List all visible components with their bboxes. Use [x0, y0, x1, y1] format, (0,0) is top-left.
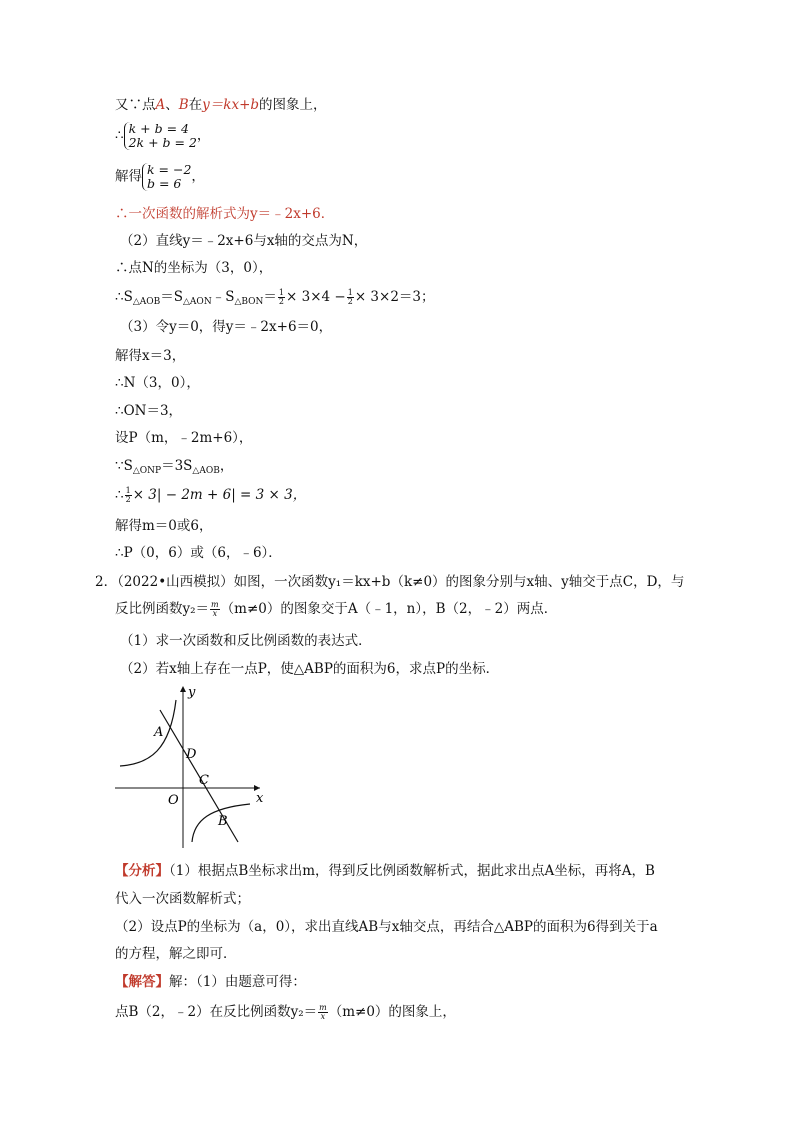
solution-line-8: （3）令y＝0，得y＝﹣2x+6＝0， [120, 319, 333, 335]
y-axis-arrow-icon [180, 686, 186, 692]
text: × 3×2＝3； [354, 289, 435, 305]
problem-2-line-1 [95, 573, 684, 591]
text: 点B（2，﹣2）在反比例函数y₂＝ [115, 1004, 318, 1020]
question-1: （1）求一次函数和反比例函数的表达式． [120, 633, 372, 649]
label-c: C [199, 773, 209, 788]
point-a: A [155, 97, 166, 113]
equation-row: 2k + b = 2 [128, 135, 197, 150]
text: ∴ [115, 487, 124, 503]
text: 又∵点 [115, 97, 156, 113]
linear-formula: y＝kx+b [202, 97, 260, 113]
fraction-m-over-x [210, 601, 220, 618]
fraction-half [278, 289, 285, 306]
frac-den: x [212, 609, 218, 618]
frac-num: 1 [278, 288, 285, 297]
label-x: x [256, 791, 264, 806]
hyperbola-branch-upper [120, 700, 176, 766]
subscript: △AOB [132, 297, 161, 307]
subscript: △ONP [132, 466, 162, 476]
solution-line-12: 设P（m，﹣2m+6）， [115, 430, 253, 446]
area-relation-line [115, 457, 233, 480]
text: × 3×4 − [286, 289, 346, 305]
solution-line-10: ∴N（3，0）， [115, 375, 200, 391]
text: ＝S [160, 289, 184, 305]
problem-number: 2． [95, 574, 118, 590]
text: ∴S [115, 289, 133, 305]
function-graph-figure [110, 680, 280, 850]
text: 反比例函数y₂＝ [115, 601, 210, 617]
text: 解：（1）由题意可得： [169, 974, 306, 990]
equation-row: k = −2 [147, 162, 192, 177]
equation-row: b = 6 [147, 176, 182, 191]
frac-den: 2 [278, 297, 285, 306]
text: 在 [188, 97, 203, 113]
subscript: △AON [183, 297, 212, 307]
analysis-line-4: 的方程，解之即可． [115, 946, 237, 962]
text: ＝ [263, 289, 277, 305]
frac-num: 1 [125, 486, 131, 495]
text: ， [191, 168, 205, 185]
therefore-symbol: ∴ [115, 127, 124, 144]
solution-line-4: ∴一次函数的解析式为y＝﹣2x+6． [115, 206, 335, 222]
label-y: y [188, 685, 196, 700]
answer-line-1 [115, 973, 306, 991]
label-d: D [186, 747, 197, 762]
system-brace [142, 163, 191, 191]
analysis-line-1 [115, 862, 655, 880]
equation-system-2 [115, 163, 205, 191]
subscript: △BON [234, 297, 264, 307]
text: （m≠0）的图象上， [328, 1004, 456, 1020]
label-a: A [154, 725, 164, 740]
subscript: △AOB [192, 466, 220, 476]
answer-line-2 [115, 1003, 456, 1021]
solution-line-1 [115, 96, 327, 114]
equation-row: k + b = 4 [128, 121, 189, 136]
area-formula-line [115, 288, 435, 311]
solution-line-6: ∴点N的坐标为（3，0）， [115, 260, 273, 276]
frac-den: 2 [125, 495, 131, 504]
system-brace [124, 122, 197, 150]
text: ﹣S [211, 289, 235, 305]
solution-line-9: 解得x＝3， [115, 348, 186, 364]
point-b: B [178, 97, 189, 113]
fraction-half [125, 487, 132, 504]
problem-2-line-2 [115, 600, 557, 618]
text: ＝3S [161, 458, 193, 474]
problem-text: （2022•山西模拟）如图，一次函数y₁＝kx+b（k≠0）的图象分别与x轴、y轴交于点C，D，与 [117, 574, 685, 590]
text: ， [219, 458, 234, 474]
fraction-m-over-x [318, 1004, 328, 1021]
text: 的图象上， [259, 97, 327, 113]
solution-line-5: （2）直线y＝﹣2x+6与x轴的交点为N， [120, 233, 368, 249]
text: ∵S [115, 458, 133, 474]
text: 、 [165, 97, 179, 113]
solution-line-11: ∴ON＝3， [115, 403, 183, 419]
frac-den: x [320, 1012, 326, 1021]
solution-line-16: ∴P（0，6）或（6，﹣6）． [115, 545, 282, 561]
analysis-line-3: （2）设点P的坐标为（a，0），求出直线AB与x轴交点，再结合△ABP的面积为6得到关于a [115, 919, 658, 935]
abs-equation-line [115, 486, 306, 504]
text: （1）根据点B坐标求出m，得到反比例函数解析式，据此求出点A坐标，再将A，B [169, 863, 655, 879]
equation-system-1 [115, 122, 210, 150]
question-2: （2）若x轴上存在一点P，使△ABP的面积为6，求点P的坐标． [120, 661, 500, 677]
text: ， [196, 127, 211, 144]
frac-num: 1 [347, 288, 353, 297]
text: （m≠0）的图象交于A（﹣1，n），B（2，﹣2）两点． [220, 601, 558, 617]
analysis-line-2: 代入一次函数解析式； [115, 891, 250, 907]
frac-den: 2 [347, 297, 353, 306]
text: 解得 [115, 168, 142, 185]
frac-num: m [319, 1003, 327, 1012]
solution-line-15: 解得m＝0或6， [115, 518, 213, 534]
label-o: O [168, 793, 179, 808]
frac-num: m [211, 600, 219, 609]
text: × 3| − 2m + 6| = 3 × 3， [132, 487, 307, 503]
fraction-half [347, 289, 354, 306]
analysis-tag: 【分析】 [115, 863, 169, 879]
answer-tag: 【解答】 [115, 974, 169, 990]
label-b: B [218, 814, 228, 829]
